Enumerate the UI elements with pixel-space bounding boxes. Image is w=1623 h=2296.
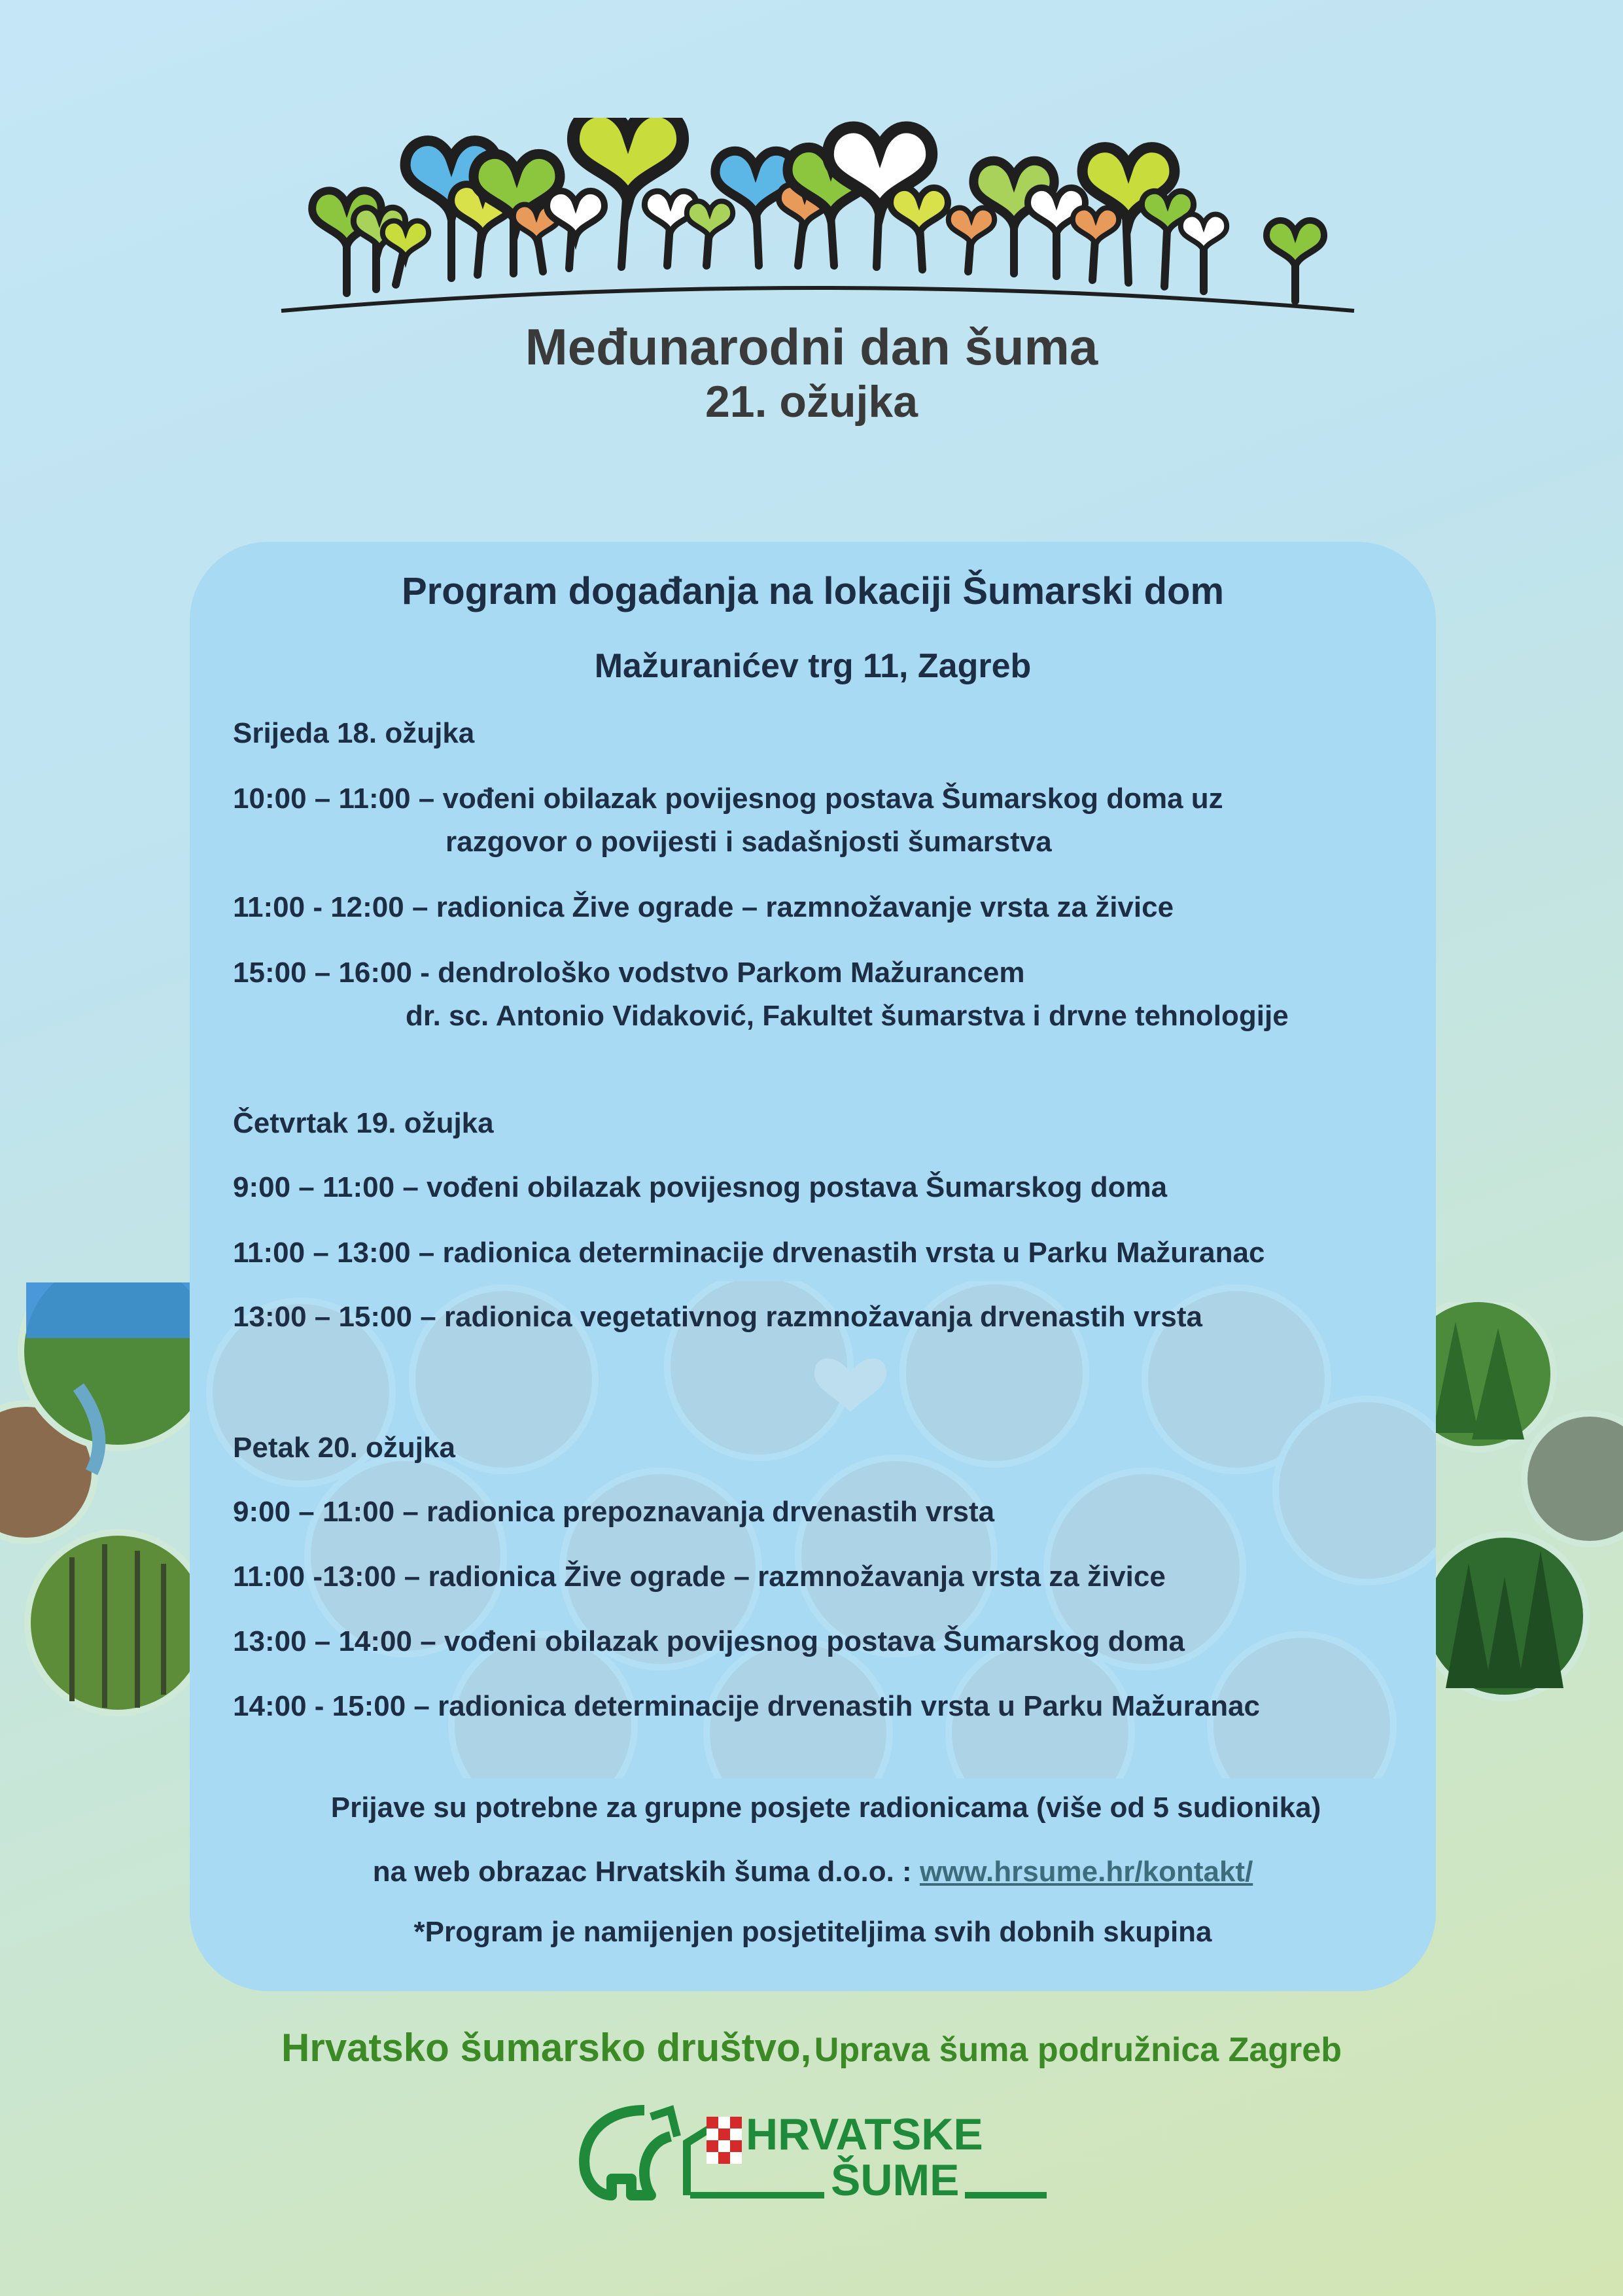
schedule-time: 15:00 – 16:00 - <box>233 957 430 989</box>
heart-trees-logo <box>275 118 1361 321</box>
schedule-item <box>233 1496 994 1528</box>
schedule-item <box>233 891 1174 924</box>
schedule-time: 13:00 – 14:00 – <box>233 1625 436 1657</box>
schedule-time: 11:00 – 13:00 – <box>233 1237 435 1269</box>
organizers <box>0 2025 1623 2070</box>
schedule-item <box>233 1690 1260 1723</box>
day-heading: Srijeda 18. ožujka <box>233 717 475 749</box>
program-address: Mažuranićev trg 11, Zagreb <box>594 647 1032 685</box>
schedule-text: radionica determinacije drvenastih vrsta u Parku Mažuranac <box>442 1237 1265 1269</box>
schedule-text: dendrološko vodstvo Parkom Mažurancem <box>438 957 1025 989</box>
schedule-item <box>233 783 1223 815</box>
schedule-item <box>233 1301 1202 1333</box>
schedule-item <box>233 957 1024 989</box>
day-heading: Četvrtak 19. ožujka <box>233 1107 494 1139</box>
schedule-text: radionica determinacije drvenastih vrsta u Parku Mažuranac <box>438 1690 1261 1722</box>
schedule-time: 13:00 – 15:00 – <box>233 1301 436 1333</box>
schedule-text: vođeni obilazak povijesnog postava Šumarskog doma <box>427 1171 1168 1203</box>
event-date: 21. ožujka <box>705 377 918 427</box>
registration-prefix: na web obrazac Hrvatskih šuma d.o.o. : <box>372 1856 912 1888</box>
audience-note: *Program je namijenjen posjetiteljima svih dobnih skupina <box>413 1916 1212 1948</box>
organizer-primary: Hrvatsko šumarsko društvo, <box>281 2026 812 2070</box>
schedule-text: radionica vegetativnog razmnožavanja drvenastih vrsta <box>444 1301 1202 1333</box>
schedule-item <box>233 1171 1167 1204</box>
schedule-continuation: razgovor o povijesti i sadašnjosti šumarstva <box>445 826 1052 858</box>
logo-line1: HRVATSKE <box>746 2110 983 2159</box>
schedule-text: radionica Žive ograde – razmnožavanje vrsta za živice <box>436 891 1174 923</box>
program-title: Program događanja na lokaciji Šumarski dom <box>401 570 1225 612</box>
schedule-item <box>233 1237 1265 1269</box>
day-heading: Petak 20. ožujka <box>233 1432 455 1464</box>
registration-note: Prijave su potrebne za grupne posjete radionicama (više od 5 sudionika) <box>330 1792 1321 1824</box>
registration-link[interactable]: www.hrsume.hr/kontakt/ <box>919 1856 1253 1888</box>
schedule-text: vođeni obilazak povijesnog postava Šumarskog doma uz <box>442 783 1223 815</box>
registration-line <box>190 1856 1436 1888</box>
nature-photo-collage-right <box>1406 1302 1623 1721</box>
nature-photo-collage-left <box>0 1282 203 1721</box>
schedule-text: radionica Žive ograde – razmnožavanja vrsta za živice <box>428 1561 1166 1593</box>
schedule-time: 11:00 - 12:00 – <box>233 891 428 923</box>
schedule-time: 10:00 – 11:00 – <box>233 783 435 815</box>
schedule-time: 14:00 - 15:00 – <box>233 1690 430 1722</box>
logo-line2: ŠUME <box>831 2155 960 2205</box>
event-title: Međunarodni dan šuma <box>525 318 1098 376</box>
hrvatske-sume-logo <box>572 2097 1053 2208</box>
organizer-secondary: Uprava šuma podružnica Zagreb <box>814 2031 1342 2069</box>
program-card <box>190 542 1436 1991</box>
schedule-time: 9:00 – 11:00 – <box>233 1496 419 1528</box>
schedule-text: vođeni obilazak povijesnog postava Šumarskog doma <box>444 1625 1185 1657</box>
schedule-item <box>233 1625 1185 1658</box>
schedule-time: 9:00 – 11:00 – <box>233 1171 419 1203</box>
schedule-time: 11:00 -13:00 – <box>233 1561 421 1593</box>
schedule-continuation: dr. sc. Antonio Vidaković, Fakultet šumarstva i drvne tehnologije <box>406 1000 1289 1032</box>
schedule-text: radionica prepoznavanja drvenastih vrsta <box>427 1496 995 1528</box>
schedule-item <box>233 1561 1166 1593</box>
